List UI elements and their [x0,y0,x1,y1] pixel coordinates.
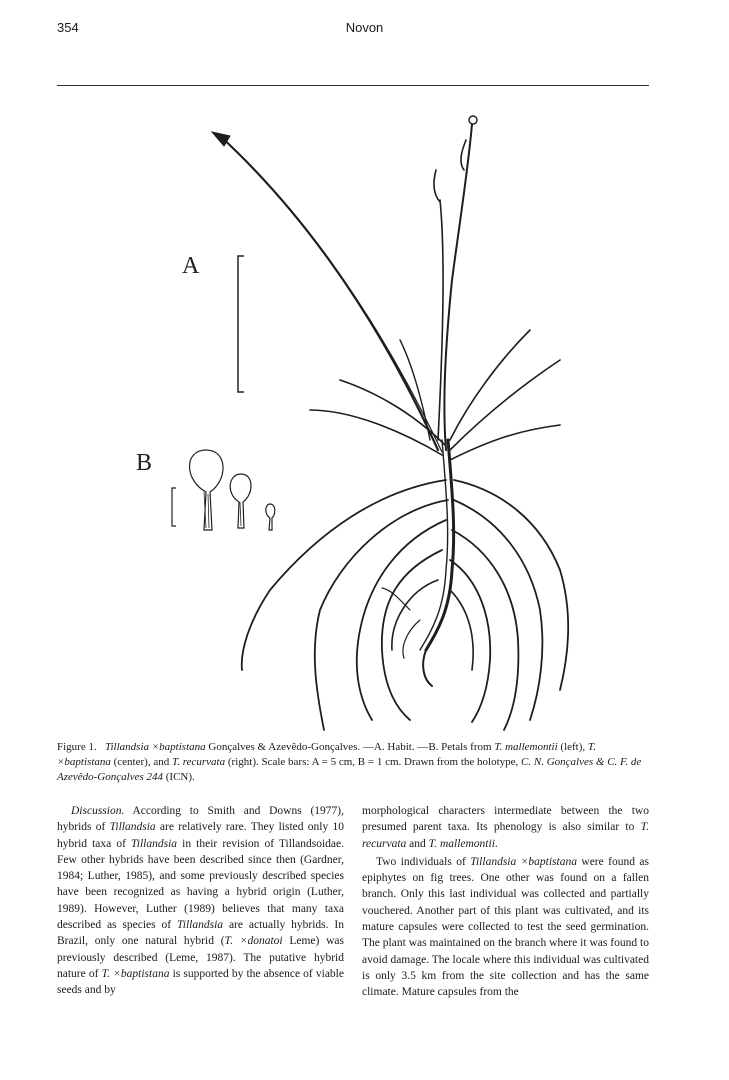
continued-paragraph [362,803,649,852]
italic-run: Tillandsia [177,919,224,932]
italic-run: T. mallemontii [428,837,495,850]
caption-fig-label: Figure 1. [57,741,97,753]
discussion-paragraph [57,803,344,999]
right-column [362,803,649,1001]
plant-habit-drawing [212,116,568,730]
text-run: and [406,837,429,850]
figure-1-illustration [120,110,580,750]
text-run: is supported by the absence of viable seeds and by [57,967,344,997]
discussion-heading: Discussion. [71,805,125,817]
text-run: Leme) was previously described (Leme, 1987). The putative hybrid nature of [57,935,344,980]
text-run: were found as epiphytes on fig trees. One other was found on a fallen branch. Only this last individual was collected and partially vouchered. Another part of this plant was cultivated, and its mature capsules were collected to test the seed germination. The plant was maintained on the branch where it was found to avoid damage. The locale where this individual was cultivated is only 3.5 km from the site collection and has the same climate. Mature capsules from the [362,855,649,999]
text-run: are actually hybrids. In Brazil, only one natural hybrid ( [57,919,345,948]
text-run: morphological characters intermediate between the two presumed parent taxa. Its phenology is also similar to [362,805,649,834]
scale-bar-a [238,256,244,392]
caption-text-5: (ICN). [163,771,195,783]
text-run: According to Smith and Downs (1977), hybrids of [57,805,344,834]
petals-drawing [190,450,275,530]
italic-run: Tillandsia [131,837,178,850]
left-column [57,803,344,999]
italic-run: T. ×donatoi [224,935,283,948]
caption-taxon-2: T. ×baptistana [57,741,596,768]
figure-label-b: B [136,450,153,476]
text-run: Two individuals of [376,855,471,868]
caption-taxon: Tillandsia ×baptistana [104,741,206,753]
header-rule [57,85,649,86]
italic-run: Tillandsia [109,821,156,834]
caption-taxon-1: T. mallemontii [494,741,558,753]
italic-run: Tillandsia ×baptistana [470,855,577,868]
scale-bar-b [172,488,176,526]
figure-label-a: A [182,253,200,279]
individuals-paragraph [362,854,649,1001]
caption-text-4: (right). Scale bars: A = 5 cm, B = 1 cm. Drawn from the holotype, [225,756,522,768]
text-run: in their revision of Tillandsoidae. Few other hybrids have been described since then (Gardner, 1984; Luther, 1985), and some previously described species have been recognized as having a hybrid origin (Luther, 1989). However, Luther (1989) believes that many taxa described as species of [57,837,344,932]
caption-text-1: Gonçalves & Azevêdo-Gonçalves. —A. Habit. —B. Petals from [205,741,495,753]
caption-text-2: (left), [557,741,588,753]
journal-name: Novon [345,20,384,35]
caption-taxon-3: T. recurvata [171,756,226,768]
caption-collector: C. N. Gonçalves & C. F. de Azevêdo-Gonçalves 244 [57,756,642,783]
page-number: 354 [57,20,79,35]
caption-text-3: (center), and [110,756,172,768]
text-run: are relatively rare. They listed only 10 hybrid taxa of [57,821,344,850]
text-run: . [494,837,498,850]
italic-run: T. recurvata [362,821,649,850]
italic-run: T. ×baptistana [101,967,170,980]
figure-caption [57,740,649,785]
